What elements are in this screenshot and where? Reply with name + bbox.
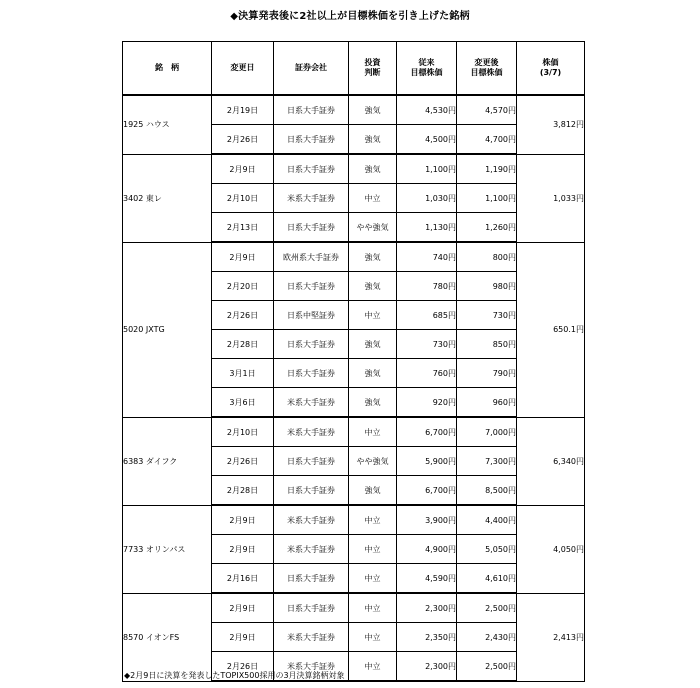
new-target-price: 1,260円	[457, 213, 517, 243]
table-row	[123, 95, 585, 125]
stock-name: 5020 JXTG	[123, 242, 212, 417]
change-date: 2月28日	[212, 330, 274, 359]
header-price-line1: 株価	[542, 58, 559, 67]
stock-name: 1925 ハウス	[123, 95, 212, 154]
new-target-price: 980円	[457, 272, 517, 301]
prev-target-price: 685円	[397, 301, 457, 330]
new-target-price: 7,000円	[457, 417, 517, 447]
prev-target-price: 1,030円	[397, 184, 457, 213]
broker: 米系大手証券	[274, 535, 349, 564]
rating: 中立	[349, 535, 397, 564]
header-price-line2: (3/7)	[539, 68, 562, 77]
header-current-price	[517, 42, 585, 96]
rating: 中立	[349, 184, 397, 213]
broker: 日系大手証券	[274, 359, 349, 388]
broker: 米系大手証券	[274, 652, 349, 682]
change-date: 2月26日	[212, 447, 274, 476]
prev-target-price: 730円	[397, 330, 457, 359]
rating: 強気	[349, 242, 397, 272]
header-date: 変更日	[212, 42, 274, 96]
new-target-price: 2,430円	[457, 623, 517, 652]
prev-target-price: 740円	[397, 242, 457, 272]
change-date: 2月20日	[212, 272, 274, 301]
broker: 日系大手証券	[274, 476, 349, 506]
rating: 強気	[349, 95, 397, 125]
new-target-price: 8,500円	[457, 476, 517, 506]
broker: 日系大手証券	[274, 447, 349, 476]
target-price-table	[122, 41, 585, 682]
stock-name: 3402 東レ	[123, 154, 212, 242]
current-price: 6,340円	[517, 417, 585, 505]
broker: 日系大手証券	[274, 95, 349, 125]
prev-target-price: 3,900円	[397, 505, 457, 535]
new-target-price: 2,500円	[457, 593, 517, 623]
header-prev-line1: 従来	[418, 58, 435, 67]
header-new-line1: 変更後	[474, 58, 499, 67]
rating: 強気	[349, 476, 397, 506]
rating: 中立	[349, 564, 397, 594]
change-date: 2月19日	[212, 95, 274, 125]
broker: 日系大手証券	[274, 593, 349, 623]
rating: 強気	[349, 154, 397, 184]
change-date: 2月9日	[212, 623, 274, 652]
header-prev-target	[397, 42, 457, 96]
header-broker: 証券会社	[274, 42, 349, 96]
broker: 欧州系大手証券	[274, 242, 349, 272]
rating: 中立	[349, 652, 397, 682]
change-date: 2月9日	[212, 505, 274, 535]
rating: 中立	[349, 505, 397, 535]
change-date: 2月26日	[212, 125, 274, 155]
page-title: ◆決算発表後に2社以上が目標株価を引き上げた銘柄	[230, 11, 470, 22]
new-target-price: 4,400円	[457, 505, 517, 535]
new-target-price: 2,500円	[457, 652, 517, 682]
broker: 米系大手証券	[274, 388, 349, 418]
new-target-price: 1,190円	[457, 154, 517, 184]
broker: 日系大手証券	[274, 564, 349, 594]
rating: 中立	[349, 301, 397, 330]
broker: 米系大手証券	[274, 184, 349, 213]
current-price: 4,050円	[517, 505, 585, 593]
broker: 日系大手証券	[274, 330, 349, 359]
table-row	[123, 505, 585, 535]
current-price: 3,812円	[517, 95, 585, 154]
rating: やや強気	[349, 213, 397, 243]
header-name: 銘 柄	[123, 42, 212, 96]
change-date: 2月13日	[212, 213, 274, 243]
rating: 強気	[349, 272, 397, 301]
rating: 中立	[349, 417, 397, 447]
prev-target-price: 4,900円	[397, 535, 457, 564]
new-target-price: 7,300円	[457, 447, 517, 476]
stock-name: 6383 ダイフク	[123, 417, 212, 505]
broker: 日系中堅証券	[274, 301, 349, 330]
rating: やや強気	[349, 447, 397, 476]
header-rating	[349, 42, 397, 96]
change-date: 3月1日	[212, 359, 274, 388]
new-target-price: 730円	[457, 301, 517, 330]
new-target-price: 4,610円	[457, 564, 517, 594]
header-row	[123, 42, 585, 96]
change-date: 2月10日	[212, 417, 274, 447]
current-price: 650.1円	[517, 242, 585, 417]
stock-name: 8570 イオンFS	[123, 593, 212, 681]
change-date: 2月9日	[212, 154, 274, 184]
prev-target-price: 2,350円	[397, 623, 457, 652]
prev-target-price: 2,300円	[397, 652, 457, 682]
table-row	[123, 242, 585, 272]
rating: 強気	[349, 330, 397, 359]
prev-target-price: 4,530円	[397, 95, 457, 125]
rating: 強気	[349, 125, 397, 155]
table-row	[123, 417, 585, 447]
prev-target-price: 4,590円	[397, 564, 457, 594]
prev-target-price: 2,300円	[397, 593, 457, 623]
header-prev-line2: 目標株価	[410, 68, 443, 77]
change-date: 2月26日	[212, 301, 274, 330]
header-new-line2: 目標株価	[470, 68, 503, 77]
rating: 強気	[349, 388, 397, 418]
new-target-price: 850円	[457, 330, 517, 359]
table-row	[123, 593, 585, 623]
broker: 日系大手証券	[274, 125, 349, 155]
broker: 米系大手証券	[274, 623, 349, 652]
new-target-price: 960円	[457, 388, 517, 418]
change-date: 2月9日	[212, 593, 274, 623]
prev-target-price: 4,500円	[397, 125, 457, 155]
new-target-price: 4,700円	[457, 125, 517, 155]
prev-target-price: 920円	[397, 388, 457, 418]
new-target-price: 800円	[457, 242, 517, 272]
change-date: 2月28日	[212, 476, 274, 506]
new-target-price: 5,050円	[457, 535, 517, 564]
change-date: 3月6日	[212, 388, 274, 418]
current-price: 1,033円	[517, 154, 585, 242]
rating: 中立	[349, 623, 397, 652]
footnote: ◆2月9日に決算を発表したTOPIX500採用の3月決算銘柄対象	[124, 671, 345, 680]
rating: 中立	[349, 593, 397, 623]
prev-target-price: 760円	[397, 359, 457, 388]
prev-target-price: 1,100円	[397, 154, 457, 184]
broker: 日系大手証券	[274, 272, 349, 301]
new-target-price: 1,100円	[457, 184, 517, 213]
change-date: 2月10日	[212, 184, 274, 213]
prev-target-price: 780円	[397, 272, 457, 301]
change-date: 2月9日	[212, 535, 274, 564]
prev-target-price: 6,700円	[397, 417, 457, 447]
new-target-price: 4,570円	[457, 95, 517, 125]
header-rating-line1: 投資	[364, 58, 381, 67]
change-date: 2月9日	[212, 242, 274, 272]
table-body	[123, 95, 585, 681]
broker: 日系大手証券	[274, 154, 349, 184]
new-target-price: 790円	[457, 359, 517, 388]
broker: 米系大手証券	[274, 417, 349, 447]
broker: 米系大手証券	[274, 505, 349, 535]
stock-name: 7733 オリンパス	[123, 505, 212, 593]
table-row	[123, 154, 585, 184]
current-price: 2,413円	[517, 593, 585, 681]
prev-target-price: 5,900円	[397, 447, 457, 476]
change-date: 2月26日	[212, 652, 274, 682]
prev-target-price: 6,700円	[397, 476, 457, 506]
header-rating-line2: 判断	[364, 68, 381, 77]
rating: 強気	[349, 359, 397, 388]
header-new-target	[457, 42, 517, 96]
broker: 日系大手証券	[274, 213, 349, 243]
prev-target-price: 1,130円	[397, 213, 457, 243]
change-date: 2月16日	[212, 564, 274, 594]
